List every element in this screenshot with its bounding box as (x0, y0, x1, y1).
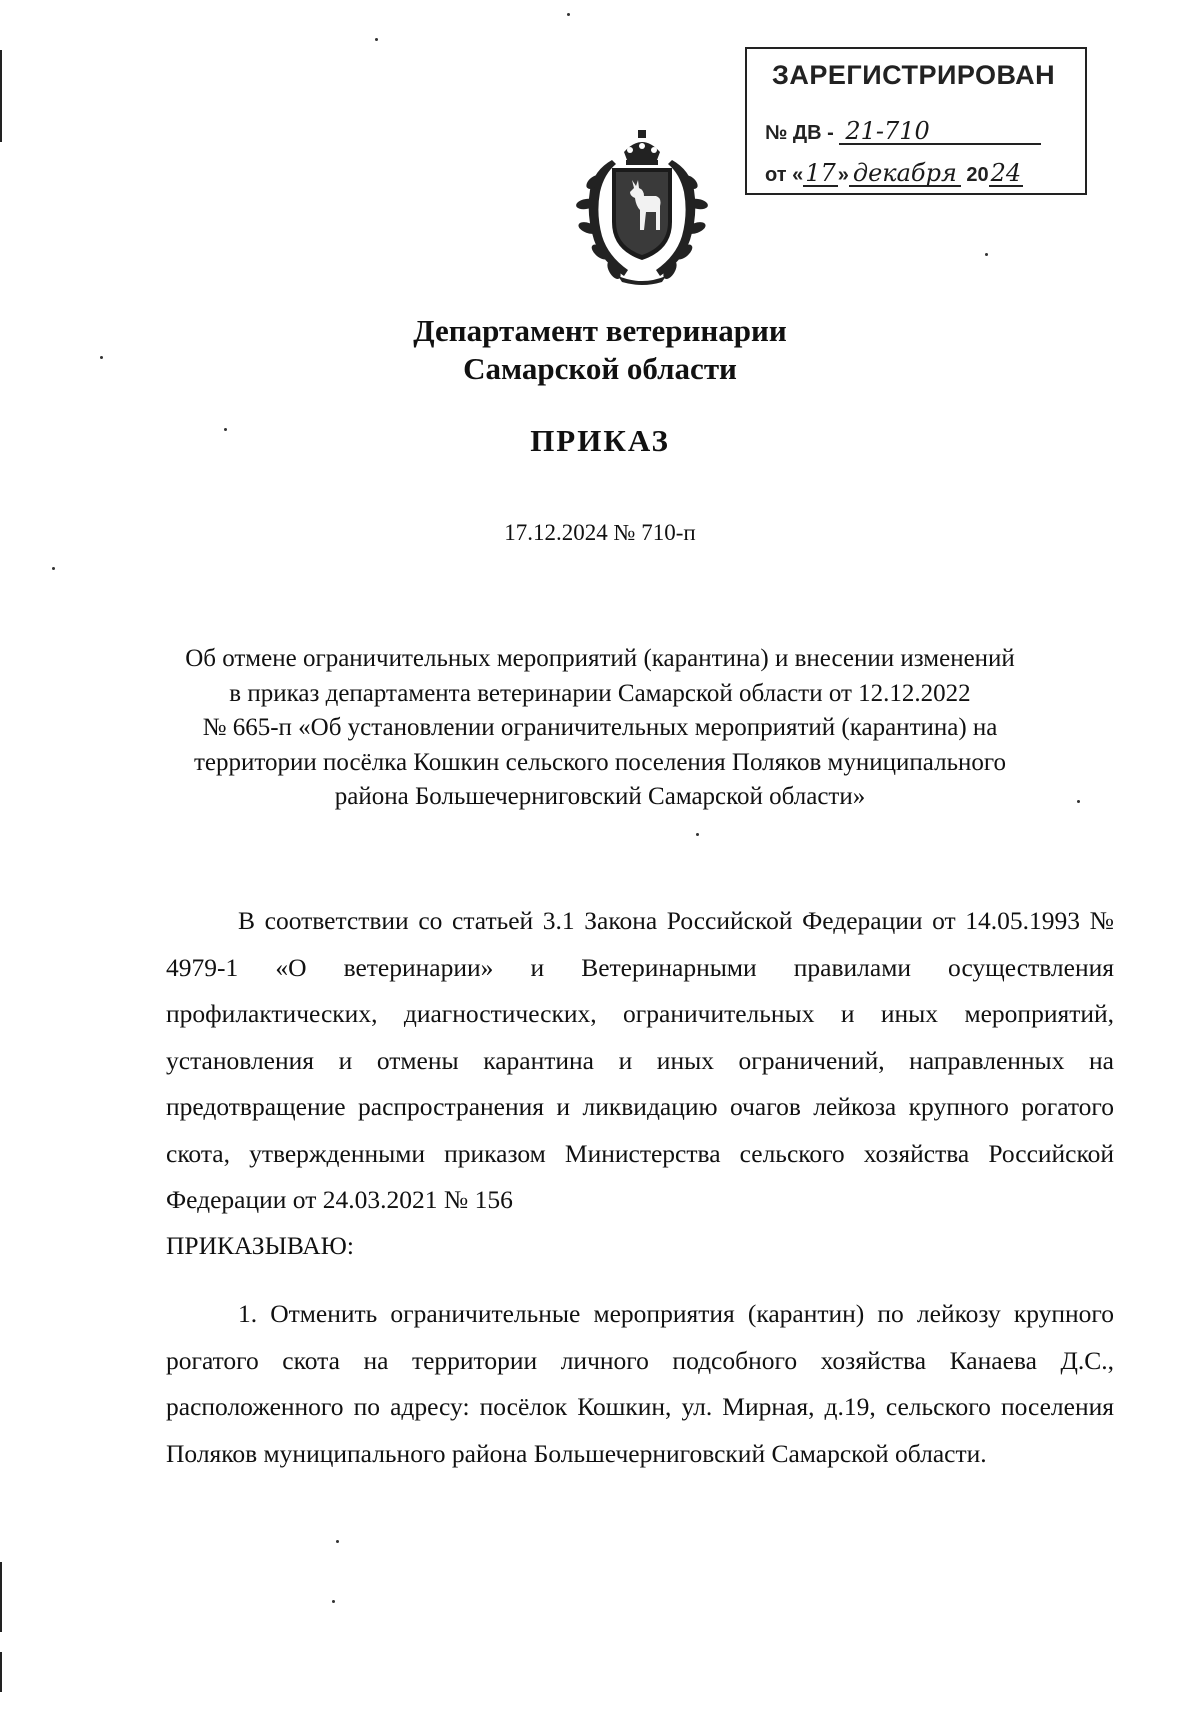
stamp-date-month: декабря (849, 161, 961, 187)
order-title (0, 642, 1200, 815)
order-number: 17.12.2024 № 710-п (504, 520, 696, 545)
stamp-date-prefix: от « (765, 164, 804, 186)
preamble-paragraph: В соответствии со статьей 3.1 Закона Российской Федерации от 14.05.1993 № 4979-1 «О ветеринарии» и Ветеринарными правилами осуществления профилактических, диагностических, ограничительных и иных мероприятий, установления и отмены карантина и иных ограничений, направленных на предотвращение распространения и ликвидацию очагов лейкоза крупного рогатого скота, утвержденными приказом Министерства сельского хозяйства Российской Федерации от 24.03.2021 № 156 (166, 906, 1114, 1214)
scan-edge-mark-top (0, 50, 2, 142)
order-title-line: Об отмене ограничительных мероприятий (карантина) и внесении изменений (185, 645, 1015, 672)
department-line-1: Департамент ветеринарии (413, 313, 787, 348)
stamp-date-day: 17 (805, 159, 836, 187)
scan-speck (567, 13, 570, 16)
department-heading (0, 312, 1200, 388)
scan-speck (985, 253, 988, 256)
order-heading: ПРИКАЗ (530, 423, 670, 458)
stamp-title: ЗАРЕГИСТРИРОВАН (772, 60, 1056, 90)
stamp-date-sep: » (837, 164, 849, 186)
scan-edge-mark-bottom (0, 1562, 2, 1632)
scan-speck (332, 1600, 335, 1603)
order-title-line: в приказ департамента ветеринарии Самарской области от 12.12.2022 (229, 679, 971, 707)
stamp-number-label: № ДВ - (765, 122, 834, 144)
order-title-line: района Большечерниговский Самарской области» (334, 783, 866, 810)
stamp-number-value: 21-710 (839, 119, 1041, 145)
order-title-line: территории посёлка Кошкин сельского поселения Поляков муниципального (194, 748, 1006, 776)
directive-word: ПРИКАЗЫВАЮ: (166, 1231, 354, 1260)
scan-speck (696, 833, 699, 836)
stamp-year-prefix: 20 (966, 164, 989, 186)
stamp-date-row (765, 161, 1023, 187)
registration-stamp (745, 47, 1087, 195)
order-item-1: 1. Отменить ограничительные мероприятия (карантин) по лейкозу крупного рогатого скота на территории личного подсобного хозяйства Канаева Д.С., расположенного по адресу: посёлок Кошкин, ул. Мирная, д.19, сельского поселения Поляков муниципального района Большечерниговский Самарской области. (166, 1299, 1114, 1468)
stamp-year-suffix: 24 (990, 159, 1022, 187)
order-title-line: № 665-п «Об установлении ограничительных мероприятий (карантина) на (202, 714, 998, 741)
stamp-number-row (765, 119, 1041, 145)
scan-speck (52, 567, 55, 570)
department-line-2: Самарской области (463, 351, 737, 386)
coat-of-arms-emblem (572, 130, 712, 285)
scan-speck (375, 38, 378, 41)
scan-edge-mark-bottom2 (0, 1652, 2, 1692)
scan-speck (336, 1540, 339, 1543)
